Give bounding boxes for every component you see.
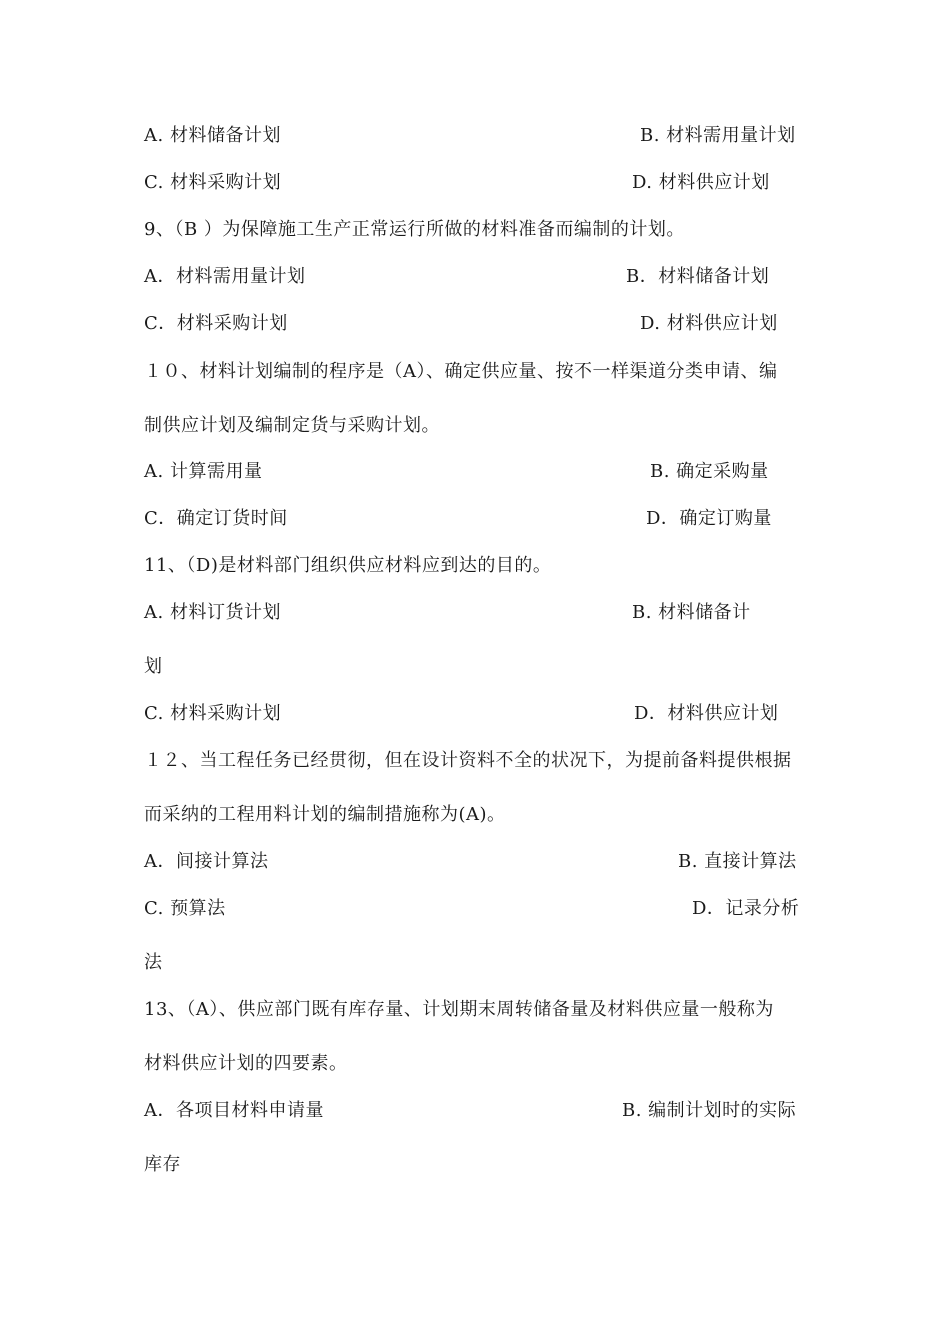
q9-stem: 9、（B ）为保障施工生产正常运行所做的材料准备而编制的计划。 (144, 219, 685, 240)
q11-option-c: C. 材料采购计划 (144, 703, 282, 724)
q8-option-c: C. 材料采购计划 (144, 172, 282, 193)
q8-option-b: B. 材料需用量计划 (640, 125, 796, 146)
q12-option-d-continuation: 法 (144, 952, 163, 973)
q11-option-b: B. 材料储备计 (632, 602, 751, 623)
q13-option-b-continuation: 库存 (144, 1154, 181, 1175)
q13-stem-line-1: 13、（A）、供应部门既有库存量、计划期末周转储备量及材料供应量一般称为 (144, 999, 774, 1020)
q12-option-d: D．记录分析 (692, 898, 800, 919)
q10-option-a: A. 计算需用量 (144, 461, 263, 482)
q13-stem-line-2: 材料供应计划的四要素。 (144, 1053, 348, 1074)
q12-stem-line-1: １２、当工程任务已经贯彻，但在设计资料不全的状况下，为提前备料提供根据 (144, 750, 792, 771)
q9-option-a: A．材料需用量计划 (144, 266, 306, 287)
q10-option-d: D．确定订购量 (646, 508, 772, 529)
q9-option-d: D. 材料供应计划 (640, 313, 778, 334)
q13-option-a: A．各项目材料申请量 (144, 1100, 324, 1121)
q8-option-a: A. 材料储备计划 (144, 125, 281, 146)
q12-option-b: B. 直接计算法 (678, 851, 797, 872)
q11-option-b-continuation: 划 (144, 656, 163, 677)
q10-option-c: C．确定订货时间 (144, 508, 288, 529)
q11-stem: 11、（D)是材料部门组织供应材料应到达的目的。 (144, 555, 552, 576)
q11-option-a: A. 材料订货计划 (144, 602, 281, 623)
q12-option-c: C. 预算法 (144, 898, 226, 919)
q13-option-b: B. 编制计划时的实际 (622, 1100, 797, 1121)
q10-option-b: B. 确定采购量 (650, 461, 769, 482)
q8-option-d: D. 材料供应计划 (632, 172, 770, 193)
q11-option-d: D．材料供应计划 (634, 703, 779, 724)
q10-stem-line-1: １０、材料计划编制的程序是（A）、确定供应量、按不一样渠道分类申请、编 (144, 361, 778, 382)
q12-stem-line-2: 而采纳的工程用料计划的编制措施称为(A)。 (144, 804, 506, 825)
q10-stem-line-2: 制供应计划及编制定货与采购计划。 (144, 415, 440, 436)
q12-option-a: A．间接计算法 (144, 851, 269, 872)
q9-option-b: B．材料储备计划 (626, 266, 770, 287)
q9-option-c: C．材料采购计划 (144, 313, 288, 334)
